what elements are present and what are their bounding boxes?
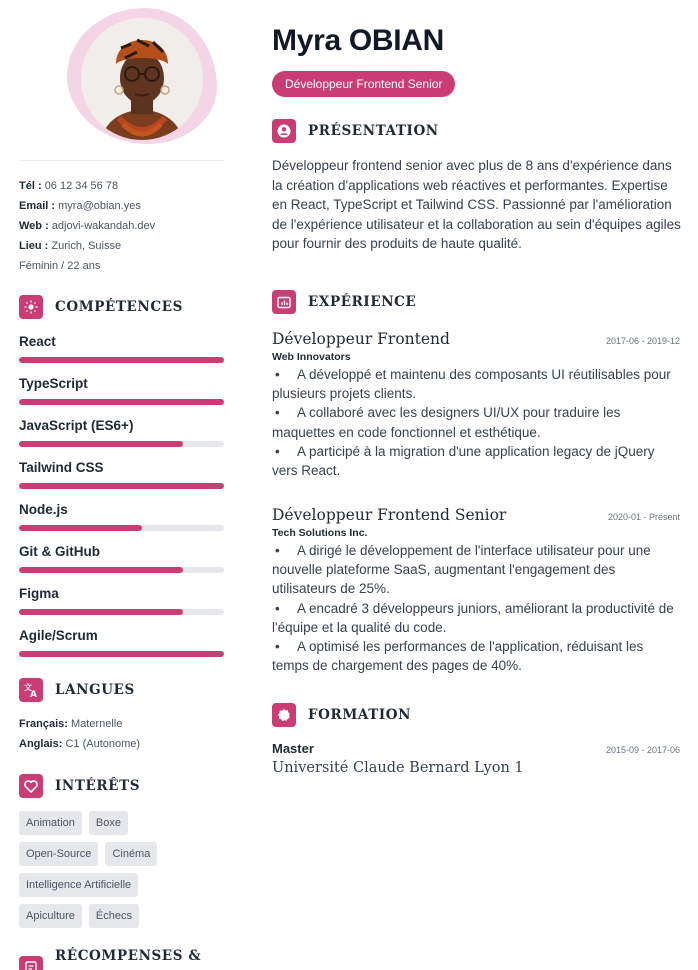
awards-section-header	[19, 948, 201, 970]
skill-item: Agile/Scrum	[19, 627, 224, 669]
tag-row	[19, 842, 224, 866]
document-icon	[19, 956, 43, 970]
job-title: Développeur Frontend Senior	[272, 506, 507, 524]
contact-location: Lieu : Zurich, Suisse	[19, 240, 122, 252]
interests-section-header	[19, 774, 140, 798]
contact-gender-age: Féminin / 22 ans	[19, 260, 101, 272]
interest-tag: Cinéma	[105, 842, 157, 866]
skill-item: React	[19, 333, 224, 375]
achievement-item: • A encadré 3 développeurs juniors, améliorant la productivité de l'équipe et la qualité du code.	[272, 599, 680, 637]
skill-bar-fill	[19, 441, 183, 447]
job-title: Développeur Frontend	[272, 330, 450, 348]
skill-item: Git & GitHub	[19, 543, 224, 585]
job-dates: 2017-06 - 2019-12	[605, 336, 680, 346]
contact-email[interactable]: Email : myra@obian.yes	[19, 200, 141, 212]
skill-item: TypeScript	[19, 375, 224, 417]
avatar	[81, 18, 203, 140]
skill-bar-fill	[19, 357, 224, 363]
interests-tags	[19, 811, 224, 935]
language-item: Français: Maternelle	[19, 718, 123, 730]
tag-row	[19, 811, 224, 835]
skill-item: JavaScript (ES6+)	[19, 417, 224, 459]
skill-bar	[19, 525, 224, 531]
interest-tag: Échecs	[89, 904, 139, 928]
experience-item	[272, 330, 680, 480]
education-section-header	[272, 703, 411, 727]
job-dates: 2020-01 - Présent	[607, 512, 680, 522]
education-school: Université Claude Bernard Lyon 1	[272, 760, 524, 776]
skill-bar	[19, 609, 224, 615]
section-title: PRÉSENTATION	[308, 123, 439, 139]
skill-bar-fill	[19, 651, 224, 657]
sidebar-divider	[19, 160, 224, 161]
language-item: Anglais: C1 (Autonome)	[19, 738, 141, 750]
role-badge: Développeur Frontend Senior	[272, 71, 455, 97]
briefcase-chart-icon	[272, 290, 296, 314]
experience-section-header	[272, 290, 416, 314]
section-title: INTÉRÊTS	[55, 778, 141, 794]
contact-info	[19, 176, 155, 276]
translate-icon	[19, 678, 43, 702]
achievement-item: • A collaboré avec les designers UI/UX pour traduire les maquettes en code fonctionnel et esthétique.	[272, 403, 680, 441]
education-item	[272, 741, 680, 776]
skill-bar-fill	[19, 483, 224, 489]
contact-web[interactable]: Web : adjovi-wakandah.dev	[19, 220, 156, 232]
person-name: Myra OBIAN	[272, 24, 445, 57]
user-circle-icon	[272, 119, 296, 143]
portrait-image	[81, 18, 203, 140]
sparkle-icon	[19, 295, 43, 319]
skill-bar-fill	[19, 567, 183, 573]
achievement-item: • A participé à la migration d'une application legacy de jQuery vers React.	[272, 442, 680, 480]
section-title: FORMATION	[308, 707, 412, 723]
education-dates: 2015-09 - 2017-06	[605, 745, 680, 755]
job-achievements	[272, 541, 680, 675]
achievement-item: • A dirigé le développement de l'interface utilisateur pour une nouvelle plateforme SaaS, augmentant l'engagement des utilisateurs de 25%.	[272, 541, 680, 599]
skill-bar	[19, 357, 224, 363]
achievement-item: • A optimisé les performances de l'application, réduisant les temps de chargement des pages de 40%.	[272, 637, 680, 675]
svg-text:文: 文	[24, 683, 32, 692]
interest-tag: Animation	[19, 811, 82, 835]
skill-bar	[19, 567, 224, 573]
skill-bar	[19, 399, 224, 405]
interest-tag: Apiculture	[19, 904, 82, 928]
skills-list	[19, 333, 224, 669]
skill-bar-fill	[19, 525, 142, 531]
job-achievements	[272, 365, 680, 480]
contact-phone: Tél : 06 12 34 56 78	[19, 180, 119, 192]
languages-section-header	[19, 678, 135, 702]
achievement-item: • A développé et maintenu des composants UI réutilisables pour plusieurs projets clients.	[272, 365, 680, 403]
skill-bar	[19, 483, 224, 489]
skills-section-header	[19, 295, 183, 319]
presentation-section-header	[272, 119, 439, 143]
skill-bar-fill	[19, 609, 183, 615]
tag-row	[19, 873, 224, 897]
section-title: RÉCOMPENSES &	[55, 948, 202, 964]
skill-bar	[19, 651, 224, 657]
skill-item: Tailwind CSS	[19, 459, 224, 501]
section-title: LANGUES	[55, 682, 135, 698]
job-company: Web Innovators	[272, 351, 351, 363]
avatar-area	[19, 0, 224, 162]
heart-icon	[19, 774, 43, 798]
experience-item	[272, 506, 680, 675]
section-title: COMPÉTENCES	[55, 299, 183, 315]
svg-text:A: A	[30, 690, 37, 698]
skill-item: Figma	[19, 585, 224, 627]
badge-icon	[272, 703, 296, 727]
interest-tag: Boxe	[89, 811, 128, 835]
skill-item: Node.js	[19, 501, 224, 543]
interest-tag: Open-Source	[19, 842, 98, 866]
interest-tag: Intelligence Artificielle	[19, 873, 138, 897]
languages-list	[19, 714, 140, 754]
sidebar	[19, 0, 224, 964]
tag-row	[19, 904, 224, 928]
presentation-text: Développeur frontend senior avec plus de 8 ans d'expérience dans la création d'applications web réactives et performantes. Expertise en React, TypeScript et Tailwind CSS. Passionné par l'amélioration de l'expérience utilisateur et la collaboration au sein d'équipes agiles pour fournir des produits de haute qualité.	[272, 158, 681, 251]
skill-bar	[19, 441, 224, 447]
section-title: EXPÉRIENCE	[308, 294, 417, 310]
job-company: Tech Solutions Inc.	[272, 527, 368, 539]
education-degree: Master	[272, 741, 314, 756]
skill-bar-fill	[19, 399, 224, 405]
